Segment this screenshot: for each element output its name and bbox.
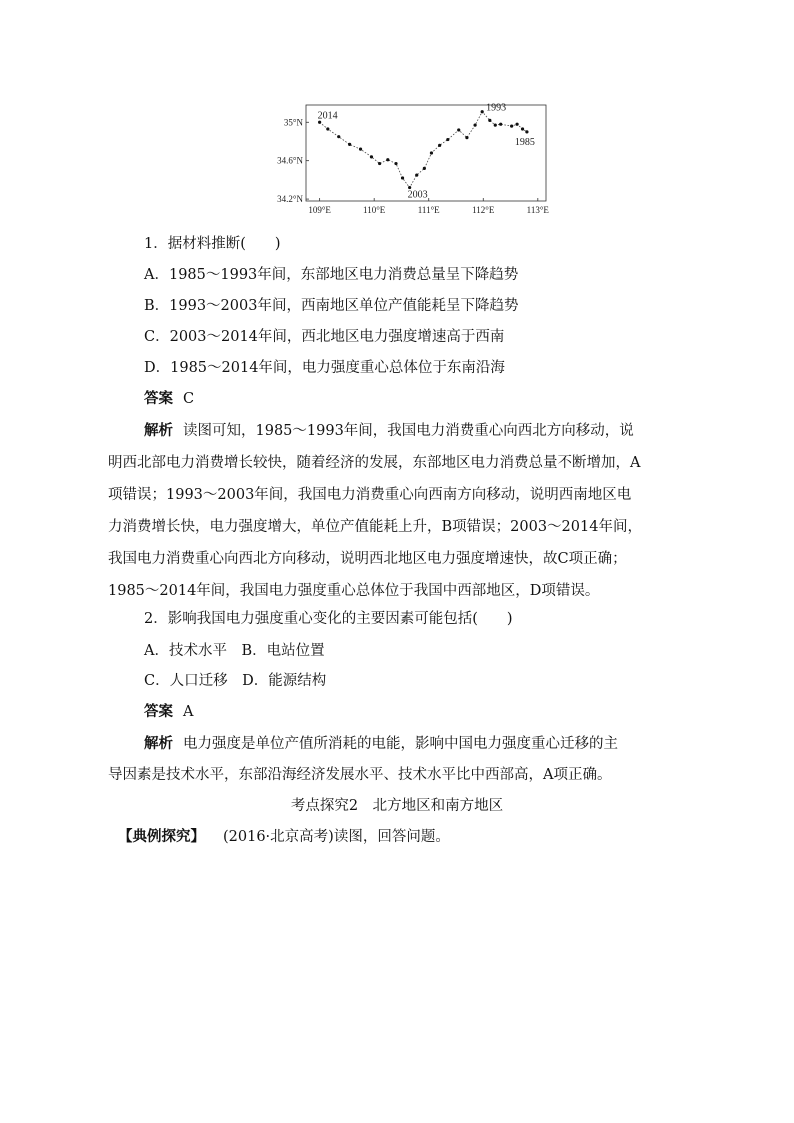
x-tick-label: 111°E: [417, 205, 440, 215]
example-text: (2016·北京高考)读图，回答问题。: [223, 829, 450, 845]
y-tick-label: 35°N: [283, 117, 303, 128]
year-annotation: 1993: [486, 102, 507, 114]
q1-option-a: A．1985～1993年间，东部地区电力消费总量呈下降趋势: [144, 267, 519, 283]
data-point: [348, 143, 351, 146]
q2-analysis-line-1: [144, 733, 618, 755]
q1-analysis-line-4: 力消费增长快，电力强度增大，单位产值能耗上升，B项错误；2003～2014年间，: [108, 519, 642, 535]
data-point: [378, 162, 381, 165]
q1-option-d: D．1985～2014年间，电力强度重心总体位于东南沿海: [144, 360, 505, 376]
data-point: [510, 125, 513, 128]
centroid-path: [317, 110, 527, 188]
example-heading: [118, 826, 450, 848]
q1-analysis-line-2: 明西北部电力消费增长较快，随着经济的发展，东部地区电力消费总量不断增加，A: [108, 455, 641, 471]
data-point: [499, 123, 502, 126]
x-tick-label: 110°E: [363, 205, 386, 215]
x-tick-label: 113°E: [526, 205, 549, 215]
q2-analysis-line-2: 导因素是技术水平，东部沿海经济发展水平、技术水平比中西部高，A项正确。: [108, 767, 612, 783]
data-point: [415, 173, 418, 176]
data-point: [521, 127, 524, 130]
year-annotation: 1985: [514, 136, 535, 148]
q1-analysis-line-1: [144, 420, 634, 442]
x-tick-label: 112°E: [472, 205, 495, 215]
data-point: [473, 124, 476, 127]
q1-stem: 1．据材料推断( ): [144, 236, 281, 252]
q2-analysis-label: 解析: [144, 735, 173, 752]
y-tick-label: 34.2°N: [277, 194, 303, 205]
chart-svg: [268, 100, 568, 220]
data-point: [430, 151, 433, 154]
example-label: 【典例探究】: [118, 828, 205, 845]
data-point: [481, 110, 484, 113]
q1-option-b: B．1993～2003年间，西南地区单位产值能耗呈下降趋势: [144, 298, 519, 314]
data-point: [446, 138, 449, 141]
x-tick-label: 109°E: [308, 205, 331, 215]
data-point: [386, 158, 389, 161]
plot-frame: [306, 102, 546, 201]
data-point: [401, 176, 404, 179]
centroid-chart: [268, 100, 568, 220]
q1-analysis-line-5: 我国电力消费重心向西北方向移动，说明西北地区电力强度增速快，故C项正确；: [108, 551, 627, 567]
q2-stem: 2．影响我国电力强度重心变化的主要因素可能包括( ): [144, 611, 513, 627]
data-point: [394, 162, 397, 165]
data-point: [326, 127, 329, 130]
q1-answer-value: C: [183, 391, 195, 407]
data-point: [457, 128, 460, 131]
q1-analysis-label: 解析: [144, 422, 173, 439]
data-point: [359, 148, 362, 151]
year-annotation: 2014: [317, 110, 338, 122]
q2-options-cd: C．人口迁移 D．能源结构: [144, 673, 327, 689]
q1-answer-label: 答案: [144, 390, 173, 407]
data-point: [525, 130, 528, 133]
q2-answer: [144, 701, 193, 723]
data-point: [370, 155, 373, 158]
data-point: [494, 124, 497, 127]
data-point: [488, 119, 491, 122]
q2-answer-label: 答案: [144, 703, 173, 720]
q1-analysis-line-3: 项错误；1993～2003年间，我国电力消费重心向西南方向移动，说明西南地区电: [108, 487, 632, 503]
data-point: [337, 135, 340, 138]
q1-analysis-text-1: 读图可知，1985～1993年间，我国电力消费重心向西北方向移动，说: [183, 423, 634, 439]
section-title: 考点探究2 北方地区和南方地区: [290, 798, 504, 814]
q2-analysis-text-1: 电力强度是单位产值所消耗的电能，影响中国电力强度重心迁移的主: [183, 736, 618, 752]
q2-answer-value: A: [183, 704, 194, 720]
year-annotation: 2003: [407, 189, 428, 201]
q2-options-ab: A．技术水平 B．电站位置: [144, 643, 325, 659]
q1-option-c: C．2003～2014年间，西北地区电力强度增速高于西南: [144, 329, 505, 345]
data-point: [423, 167, 426, 170]
data-point: [465, 136, 468, 139]
y-tick-label: 34.6°N: [277, 155, 303, 166]
data-point: [515, 123, 518, 126]
q1-analysis-line-6: 1985～2014年间，我国电力强度重心总体位于我国中西部地区，D项错误。: [108, 583, 600, 599]
data-point: [438, 144, 441, 147]
q1-answer: [144, 388, 194, 410]
